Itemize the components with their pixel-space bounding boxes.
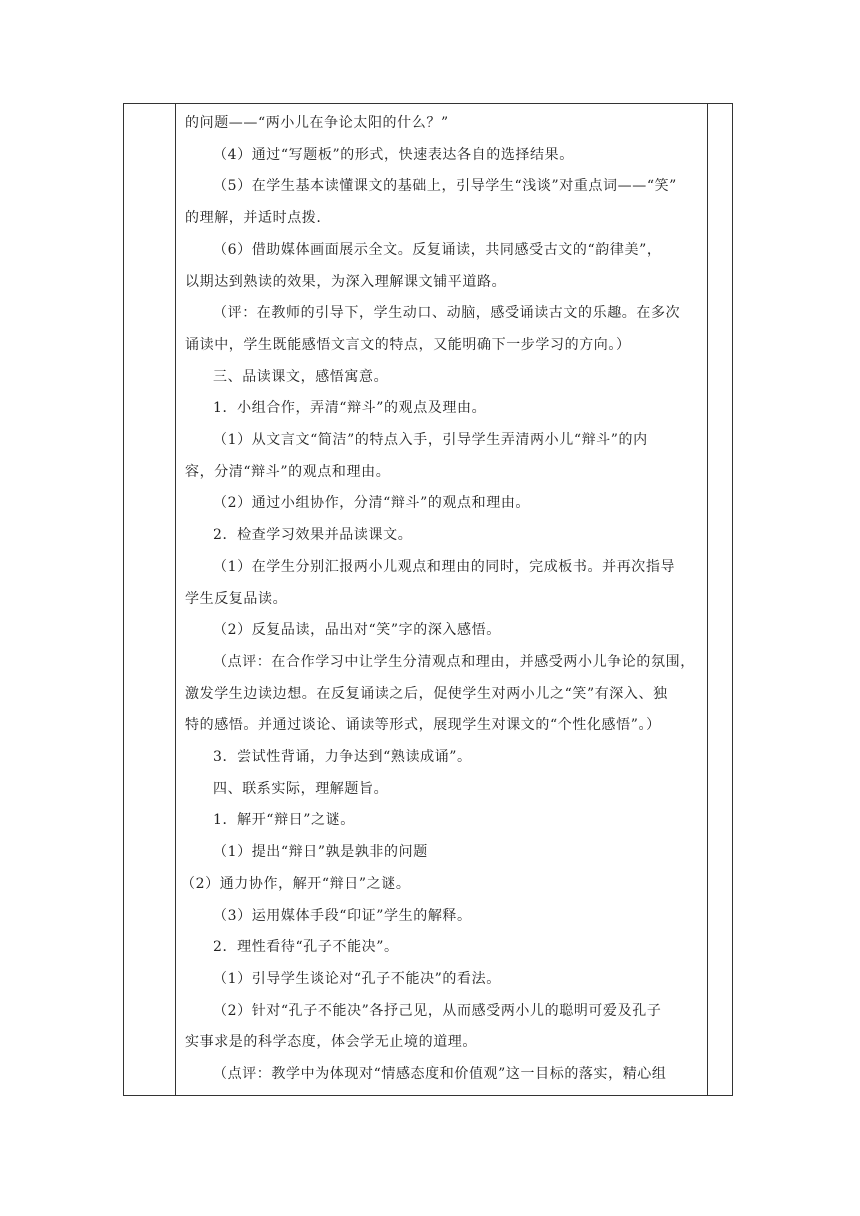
text-line: （5）在学生基本读懂课文的基础上，引导学生“浅谈”对重点词——“笑” bbox=[213, 178, 677, 195]
text-line: （6）借助媒体画面展示全文。反复诵读，共同感受古文的“韵律美”， bbox=[213, 241, 662, 258]
lesson-table bbox=[123, 103, 733, 1096]
text-line: （2）通过小组协作，分清“辩斗”的观点和理由。 bbox=[213, 495, 531, 512]
text-line: 容，分清“辩斗”的观点和理由。 bbox=[185, 463, 391, 480]
text-line: 以期达到熟读的效果，为深入理解课文铺平道路。 bbox=[185, 273, 507, 290]
text-line: （2）针对“孔子不能决”各抒己见，从而感受两小儿的聪明可爱及孔子 bbox=[213, 1002, 662, 1019]
text-line: （1）在学生分别汇报两小儿观点和理由的同时，完成板书。并再次指导 bbox=[213, 558, 676, 575]
text-line: 1．小组合作，弄清“辩斗”的观点及理由。 bbox=[213, 400, 487, 417]
text-line: 学生反复品读。 bbox=[185, 590, 288, 607]
text-line: 特的感悟。并通过谈论、诵读等形式，展现学生对课文的“个性化感悟”。） bbox=[185, 717, 661, 734]
text-line: 2．检查学习效果并品读课文。 bbox=[213, 527, 413, 544]
text-line: 3．尝试性背诵，力争达到“熟读成诵”。 bbox=[213, 749, 472, 765]
column-divider-right bbox=[707, 104, 708, 1095]
text-line: 四、联系实际，理解题旨。 bbox=[213, 780, 389, 797]
text-line: 实事求是的科学态度，体会学无止境的道理。 bbox=[185, 1034, 477, 1051]
text-line: （2）通力协作，解开“辩日”之谜。 bbox=[181, 875, 411, 892]
column-divider-left bbox=[175, 104, 176, 1095]
text-line: （3）运用媒体手段“印证”学生的解释。 bbox=[213, 907, 472, 924]
text-line: （点评：在合作学习中让学生分清观点和理由，并感受两小儿争论的氛围， bbox=[213, 653, 695, 670]
text-line: 诵读中，学生既能感悟文言文的特点，又能明确下一步学习的方向。） bbox=[185, 336, 631, 353]
text-line: 1．解开“辩日”之谜。 bbox=[213, 812, 355, 829]
text-line: （1）从文言文“简洁”的特点入手，引导学生弄清两小儿“辩斗”的内 bbox=[213, 432, 648, 448]
text-line: 2．理性看待“孔子不能决”。 bbox=[213, 939, 399, 956]
text-line: （点评：教学中为体现对“情感态度和价值观”这一目标的落实，精心组 bbox=[213, 1066, 667, 1082]
text-line: 三、品读课文，感悟寓意。 bbox=[213, 368, 389, 385]
text-line: （评：在教师的引导下，学生动口、动脑，感受诵读古文的乐趣。在多次 bbox=[213, 305, 681, 322]
text-line: （4）通过“写题板”的形式，快速表达各自的选择结果。 bbox=[213, 146, 574, 163]
text-line: 的问题——“两小儿在争论太阳的什么？” bbox=[185, 115, 449, 131]
text-line: （1）提出“辩日”孰是孰非的问题 bbox=[213, 844, 428, 861]
text-line: 激发学生边读边想。在反复诵读之后，促使学生对两小儿之“笑”有深入、独 bbox=[185, 685, 668, 702]
text-line: （2）反复品读，品出对“笑”字的深入感悟。 bbox=[213, 622, 501, 639]
text-line: （1）引导学生谈论对“孔子不能决”的看法。 bbox=[213, 970, 501, 987]
text-line: 的理解，并适时点拨. bbox=[185, 210, 322, 227]
